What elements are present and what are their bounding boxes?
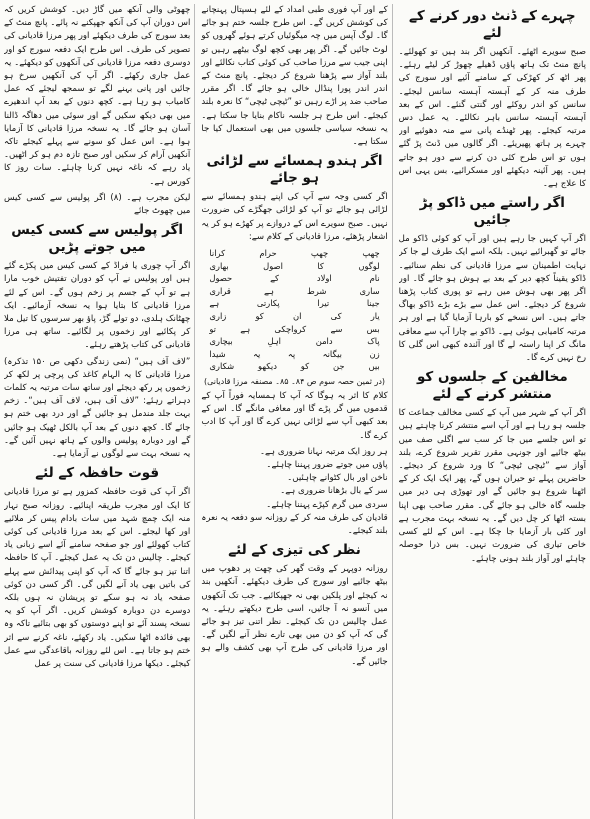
poem-word: اولاد (316, 273, 332, 284)
poem-word: تیرا (317, 298, 330, 309)
poem-word: یہ (253, 348, 261, 359)
paragraph: اگر آپ کی قوت حافظہ کمزور ہے تو مرزا قادیانی کا ایک اور مجرب طریقہ اپنائیے۔ روزانہ صبح نہار منہ ایک چمچ شہد میں سات بادام پیس کر ملائیے اور کھا لیجئے۔ اس کے بعد مرزا قادیانی کی کوئی کتاب کھولئے اور جو صفحہ سامنے آئے اسے زبانی یاد کیجئے۔ چالیس دن تک یہ عمل کیجئے۔ آپ کا حافظہ اتنا تیز ہو جائے گا کہ آپ کو اپنی پیدائش سے پہلے کی باتیں بھی یاد آنے لگیں گی۔ اگر کسی دن کوئی صفحہ یاد نہ ہو سکے تو پریشان نہ ہوں بلکہ دوسرے دن دوبارہ کوشش کریں۔ اگر آپ کو یہ نسخہ پسند آئے تو اپنے دوستوں کو بھی بتائیے تاکہ وہ بھی فائدہ اٹھا سکیں۔ یاد رکھئے، ناغہ کرنے سے اثر ختم ہو جاتا ہے۔ اس لئے روزانہ باقاعدگی سے عمل کیجئے۔ دیکھا مرزا قادیانی کی سنت پر عمل (3, 487, 191, 669)
poem-word: دامن (315, 336, 333, 347)
poem-word: ساری (359, 285, 380, 296)
poem-line (201, 297, 387, 310)
poem-word: کو (300, 361, 310, 372)
poem-line (201, 272, 387, 285)
poem-word: حرام (259, 248, 277, 259)
paragraph: چھوٹی والی آنکھ میں گاڑ دیں۔ کوشش کریں کہ اس دوران آپ کی آنکھ جھپکنے نہ پائے۔ پانچ منٹ کے بعد سورج کی طرف دیکھئے اور پھر مرزا قادیانی کی تصویر کی طرف۔ اس طرح ایک دفعہ سورج کو اور دوسری دفعہ مرزا قادیانی کی آنکھوں کو دیکھئے۔ یہ عمل جاری رکھئے۔ اگر آپ کی آنکھیں سرخ ہو جائیں اور پانی بہنے لگے تو سمجھ لیجئے کہ عمل کامیاب ہو رہا ہے۔ کچھ دنوں کے بعد آپ اندھیرے میں بھی دیکھ سکیں گے اور سوئی میں دھاگہ ڈالنا آسان ہو جائے گا۔ یہ نسخہ مرزا قادیانی کا آزمایا ہوا ہے۔ اس عمل کو سونے سے پہلے کیجئے تاکہ آنکھیں آرام کر سکیں اور صبح تازہ دم ہو کر اٹھیں۔ یاد رہے کہ ناغہ نہیں کرنا چاہئے۔ سات روز کا کورس ہے۔ (3, 5, 191, 187)
poem-word: کرواچکی (274, 323, 307, 334)
poem-word: بیچاری (209, 336, 233, 347)
poem-line (201, 360, 387, 373)
poem-word: اصول (263, 260, 283, 271)
poem-line (201, 285, 387, 298)
paragraph: اگر آپ کہیں جا رہے ہیں اور آپ کو کوئی ڈاکو مل جائے تو گھبرائیے نہیں۔ بلکہ اسے ایک طرف لے جا کر نہایت اطمینان سے مرزا قادیانی کی نظم سنائیے۔ ڈاکو یقیناً کچھ دیر کے بعد بے ہوش ہو جائے گا۔ اور اگر پھر بھی ہوش میں رہے تو پوری کتاب پڑھنا شروع کر دیجئے۔ اس عمل سے بڑے بڑے ڈاکو بھاگ جاتے ہیں۔ اس نسخے کو بارہا آزمایا گیا ہے اور ہر مرتبہ کامیابی ہوئی ہے۔ ڈاکو بے چارا آپ سے معافی مانگ کر اپنا راستہ لے گا اور آئندہ کبھی اس گلی کا رخ نہیں کرے گا۔ (398, 234, 586, 364)
poem-word: شیدا (209, 348, 226, 359)
heading-hindu-neighbour: اگر ہندو ہمسائے سے لڑائی ہو جائے (206, 153, 383, 187)
poem-credit: (در ثمین حصہ سوم ص ۸۴۔ ۸۵۔ مصنفہ مرزا قادیانی) (203, 376, 386, 386)
poem-word: قراری (209, 285, 231, 296)
poem-word: ہے (264, 285, 274, 296)
paragraph: اگر آپ چوری یا فراڈ کے کسی کیس میں پکڑے گئے ہیں اور پولیس نے آپ کو دوران تفتیش خوب مارا ہے تو آپ کے جسم پر زخم ہوں گے۔ اس کے لئے مرزا قادیانی کا بتایا ہوا یہ نسخہ آزمائیے۔ ایک چھٹانک ہلدی، دو تولے گڑ، پاؤ بھر سرسوں کا تیل ملا کر پکائیے اور زخموں پر لگائیے۔ ساتھ ہی مرزا قادیانی کی کتاب پڑھتے رہئے۔ (3, 261, 191, 351)
poem-word: ہے (240, 323, 251, 334)
poem-word: چھپ (310, 248, 329, 259)
heading-police-case: اگر پولیس سے کسی کیس میں جوتے پڑیں (11, 222, 184, 256)
column-right (399, 4, 586, 819)
poem-line (201, 247, 387, 260)
poem-word: پہ (287, 348, 296, 359)
poem-word: پاک (367, 336, 380, 347)
poem-word: کے (270, 273, 279, 284)
poem-word: حصول (209, 273, 233, 284)
poem-line (201, 335, 387, 348)
poem-word: زاری (209, 311, 227, 322)
poem-line (201, 323, 387, 336)
instruction-list (201, 446, 387, 538)
heading-robbers: اگر راستے میں ڈاکو پڑ جائیں (419, 195, 565, 229)
poem-line (201, 348, 387, 361)
paragraph: ”لاف آف ہیں“ (نمی زندگی دکھی ص ۱۵۰ تذکرہ) مرزا قادیانی کا یہ الہام کاغذ کی پرچی پر لکھ کر زخموں پر رکھ دیجئے اور ساتھ سات مرتبہ یہ کلمات دہراتے رہئے: ”لاف آف ہیں، لاف آف ہیں“۔ زخم بہت جلد مندمل ہو جائیں گے اور درد بھی ختم ہو جائے گا۔ کچھ دنوں کے بعد آپ بالکل ٹھیک ہو جائیں گے اور دوبارہ پولیس والوں کے ہاتھ نہیں آئیں گے۔ یہ نسخہ بہت سے لوگوں نے آزمایا ہے۔ (3, 356, 191, 460)
poem-block (201, 247, 387, 373)
poem-word: کو (255, 311, 264, 322)
list-item: سر کے بال بڑھانا ضروری ہے۔ (280, 486, 388, 497)
poem-word: کا (317, 260, 324, 271)
list-item: پاؤں میں جوتے ضرور پہننا چاہئے۔ (266, 460, 388, 470)
paragraph: صبح سویرے اٹھئے۔ آنکھیں اگر بند ہیں تو کھولئے۔ پانچ منٹ تک ہاتھ پاؤں ڈھیلے چھوڑ کر لیٹے رہئے۔ پھر اٹھ کر کھڑکی کے سامنے آئیے اور سورج کی طرف منہ کر کے آہستہ آہستہ سانس لیجئے۔ سانس کو اندر روکئے اور گنتی گنئے۔ اس کے بعد آہستہ آہستہ سانس باہر نکالئے۔ یہ عمل دس مرتبہ کیجئے۔ پھر ٹھنڈے پانی سے منہ دھوئیے اور چہرے پر ہاتھ پھیریئے۔ اگر گالوں میں ڈنٹ پڑ گئے ہوں تو اس طرح کئی دن کرنے سے دور ہو جاتے ہیں۔ پھر آئینہ دیکھئے اور مسکرائیے، بس یہی اس کا علاج ہے۔ (398, 47, 586, 190)
poem-word: بیں (368, 361, 380, 372)
heading-dents: چہرے کے ڈنٹ دور کرنے کے لئے (409, 8, 576, 41)
poem-word: بھاری (209, 260, 229, 271)
list-item: ہر روز ایک مرتبہ نہانا ضروری ہے۔ (259, 446, 388, 457)
poem-word: جن (333, 361, 345, 372)
poem-word: بیگانہ (322, 348, 342, 359)
paragraph: کے اور آپ فوری طبی امداد کے لئے ہسپتال پہنچانے کی کوشش کریں گے۔ اس طرح جلسہ ختم ہو جائے گا۔ لوگ آپس میں چہ میگوئیاں کرتے ہوئے گھروں کو لوٹ جائیں گے۔ اگر پھر بھی کچھ لوگ بیٹھے رہیں تو اپنی جیب سے مرزا صاحب کی کوئی کتاب نکالئے اور بلند آواز سے پڑھنا شروع کر دیجئے۔ پانچ منٹ کے اندر اندر پورا پنڈال خالی ہو جائے گا۔ اگر مقرر صاحب ضد پر اڑے رہیں تو ”ٹیچی ٹیچی“ کا نعرہ بلند کیجئے۔ اس طرح ہر جلسہ ناکام بنایا جا سکتا ہے۔ یہ نسخہ سیاسی جلسوں میں بھی استعمال کیا جا سکتا ہے۔ (201, 5, 388, 148)
poem-word: بس (366, 323, 380, 334)
poem-line (201, 310, 387, 323)
poem-word: شکاری (209, 361, 235, 372)
heading-memory: قوت حافظہ کے لئے (35, 465, 160, 482)
poem-word: لوگوں (358, 260, 380, 271)
poem-word: زن (369, 348, 380, 359)
poem-word: دیکھو (258, 361, 277, 372)
poem-word: یار (370, 311, 380, 322)
heading-eyesight: نظر کی تیزی کے لئے (228, 542, 361, 559)
column-left (4, 4, 195, 819)
column-middle (201, 4, 392, 819)
paragraph: روزانہ دوپہر کے وقت گھر کی چھت پر دھوپ میں بیٹھ جائیے اور سورج کی طرف دیکھئے۔ آنکھیں بند نہ کیجئے اور پلکیں بھی نہ جھپکائیے۔ جب تک آنکھوں میں آنسو نہ آ جائیں، اسی طرح دیکھتے رہئے۔ یہ عمل چالیس دن تک کیجئے۔ نظر اتنی تیز ہو جائے گی کہ آپ کو دن میں بھی تارے نظر آنے لگیں گے۔ اور مرزا قادیانی کی طرح آپ بھی کشف والے ہو جائیں گے۔ (201, 564, 388, 667)
poem-word: پکارتی (256, 298, 280, 309)
paragraph: اگر آپ کے شہر میں آپ کے کسی مخالف جماعت کا جلسہ ہو رہا ہے اور آپ اسے منتشر کرنا چاہتے ہیں تو اس جلسے میں جا کر سب سے اگلی صف میں بیٹھ جائیے اور جونہی مقرر تقریر شروع کرے، بلند آواز سے ”ٹیچی ٹیچی“ کا ورد شروع کر دیجئے۔ حاضرین پہلے تو حیران ہوں گے، پھر ایک ایک کر کے اٹھنا شروع ہو جائیں گے اور تھوڑی ہی دیر میں جلسہ گاہ خالی ہو جائے گی۔ مقرر صاحب بھی اپنا بستہ اٹھا کر چل دیں گے۔ یہ نسخہ بہت مجرب ہے اور کئی بار آزمایا جا چکا ہے۔ اس کے لئے کسی خاص تیاری کی ضرورت نہیں۔ بس ذرا حوصلہ چاہئے اور آواز بلند ہونی چاہئے۔ (398, 408, 586, 564)
poem-word: ان (292, 311, 302, 322)
paragraph: اگر کسی وجہ سے آپ کی اپنے ہندو ہمسائے سے لڑائی ہو جائے تو آپ کو لڑائی جھگڑے کی ضرورت نہیں۔ صبح سویرے اس کے دروازے پر کھڑے ہو کر یہ اشعار پڑھئے، مرزا قادیانی کے کلام سے: (201, 192, 388, 242)
poem-word: چھپ (362, 248, 380, 259)
poem-word: ہے (209, 298, 220, 309)
poem-line (201, 260, 387, 273)
list-item: قادیان کی طرف منہ کر کے روزانہ سو دفعہ یہ نعرہ بلند کیجئے۔ (201, 512, 388, 537)
list-item: ناخن اور بال کٹوانے چاہئیں۔ (287, 473, 388, 484)
poem-word: تو (209, 323, 216, 334)
poem-word: سے (330, 323, 343, 334)
poem-word: کی (330, 311, 342, 322)
poem-word: اہلِ (267, 336, 282, 347)
poem-word: کرانا (209, 248, 226, 259)
poem-word: جینا (366, 298, 380, 309)
poem-word: شرط (306, 285, 327, 296)
paragraph: کلام کا اثر یہ ہوگا کہ آپ کا ہمسایہ فوراً آپ کے قدموں میں گر پڑے گا اور معافی مانگے گا۔ اس کے بعد کبھی آپ سے لڑائی نہیں کرے گا اور آپ کا ادب کرے گا۔ (201, 390, 388, 441)
poem-word: نام (369, 273, 380, 284)
heading-opponents-rallies: مخالفین کے جلسوں کو منتشر کرنے کے لئے (416, 369, 568, 403)
list-item: سردی میں گرم کپڑے پہننا چاہئے۔ (266, 499, 388, 510)
paragraph: لیکن مجرب ہے۔ (۸) اگر پولیس سے کسی کیس میں چھوٹ جائے (3, 192, 191, 217)
